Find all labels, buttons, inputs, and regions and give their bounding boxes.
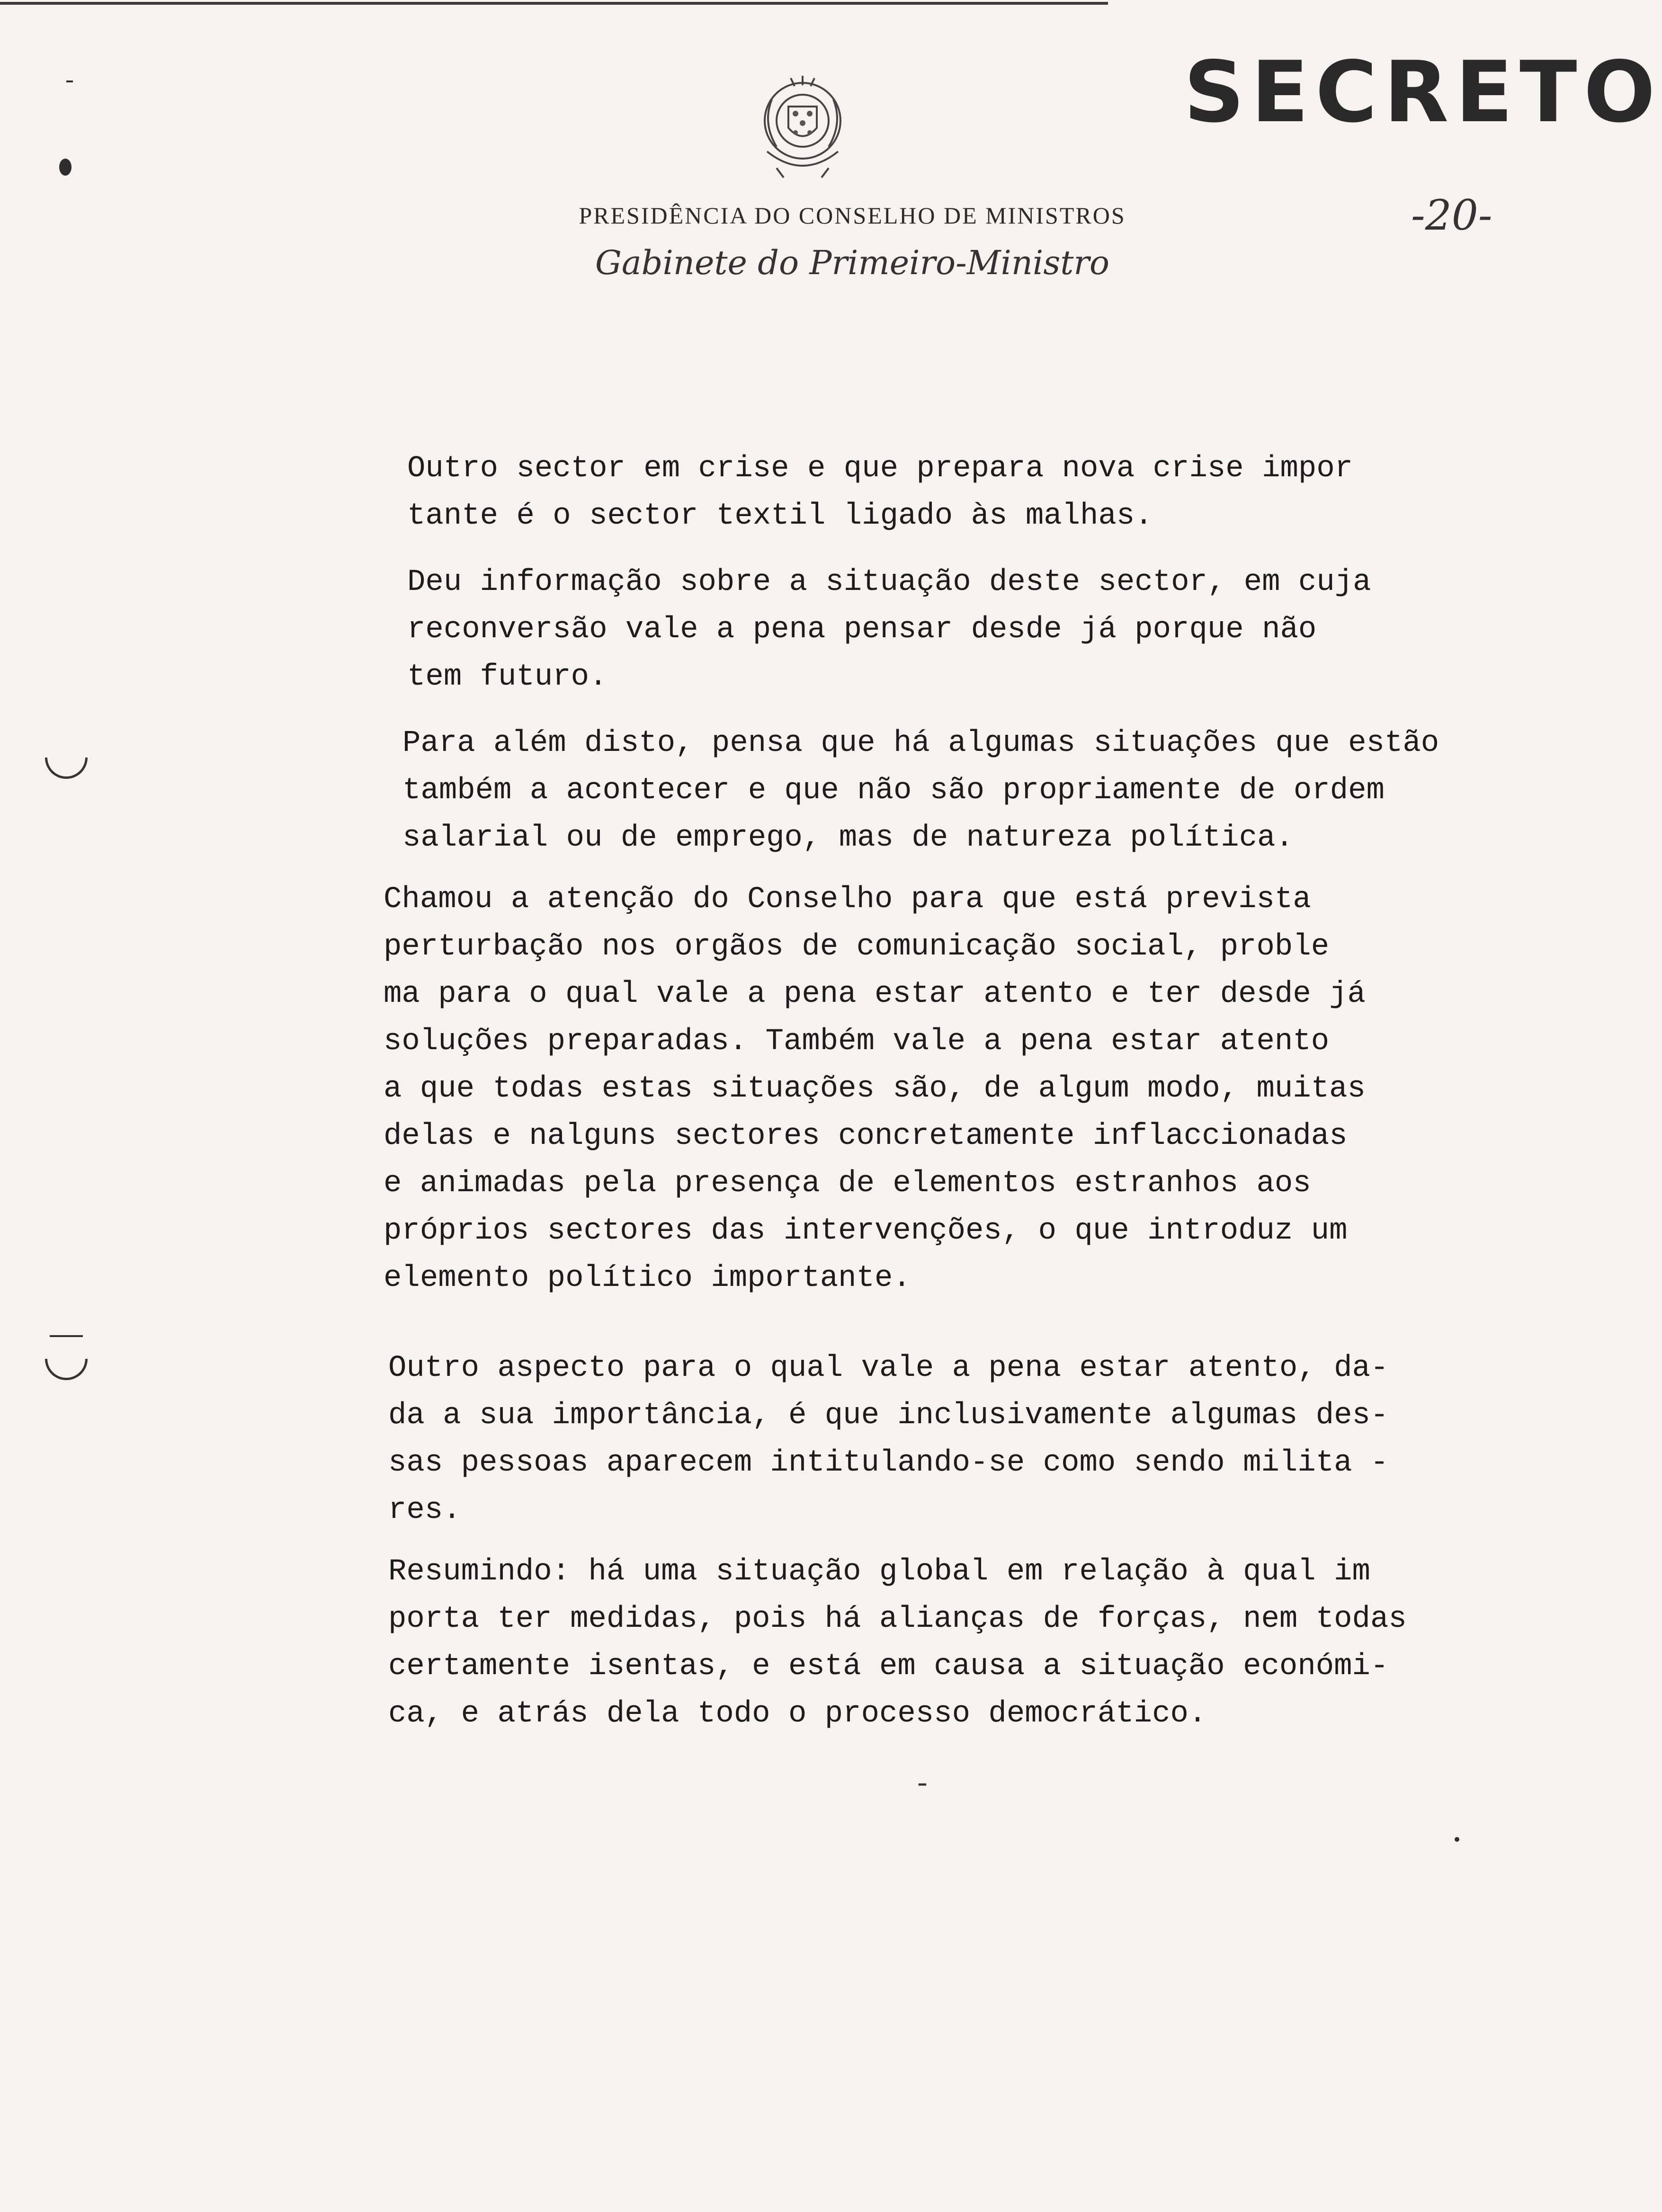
header-subtitle: Gabinete do Primeiro-Ministro — [595, 243, 1109, 282]
text-line: também a acontecer e que não são propriamente de ordem — [402, 774, 1385, 808]
paragraph-2 — [407, 559, 1371, 701]
text-line: a que todas estas situações são, de algum modo, muitas — [384, 1072, 1366, 1106]
text-line: Para além disto, pensa que há algumas situações que estão — [402, 726, 1439, 760]
paragraph-3 — [402, 720, 1439, 862]
text-line: Deu informação sobre a situação deste sector, em cuja — [407, 565, 1371, 599]
end-mark: - — [914, 1769, 931, 1801]
text-line: tante é o sector textil ligado às malhas. — [407, 499, 1153, 533]
text-line: ma para o qual vale a pena estar atento e ter desde já — [384, 977, 1366, 1011]
text-line: Resumindo: há uma situação global em relação à qual im — [388, 1555, 1370, 1589]
text-line: próprios sectores das intervenções, o que introduz um — [384, 1214, 1348, 1248]
paragraph-6 — [388, 1548, 1407, 1738]
text-line: reconversão vale a pena pensar desde já porque não — [407, 613, 1317, 647]
margin-dash-mark — [50, 1335, 83, 1337]
margin-dash-mark — [66, 80, 73, 82]
classification-stamp: SECRETO — [1184, 43, 1662, 141]
coat-of-arms-icon — [739, 66, 867, 189]
paragraph-4 — [384, 876, 1366, 1302]
top-rule — [0, 2, 1108, 5]
text-line: ca, e atrás dela todo o processo democrático. — [388, 1697, 1207, 1731]
text-line: res. — [388, 1493, 461, 1527]
margin-binding-mark — [45, 758, 88, 779]
text-line: salarial ou de emprego, mas de natureza política. — [402, 821, 1294, 855]
text-line: e animadas pela presença de elementos estranhos aos — [384, 1167, 1311, 1201]
text-line: perturbação nos orgãos de comunicação social, proble — [384, 930, 1330, 964]
margin-binding-mark — [45, 1359, 88, 1380]
page-number: -20- — [1411, 191, 1492, 240]
text-line: Outro sector em crise e que prepara nova crise impor — [407, 452, 1353, 486]
text-line: Outro aspecto para o qual vale a pena estar atento, da- — [388, 1351, 1389, 1385]
text-line: da a sua importância, é que inclusivamente algumas des- — [388, 1399, 1389, 1433]
text-line: sas pessoas aparecem intitulando-se como sendo milita - — [388, 1446, 1389, 1480]
text-line: tem futuro. — [407, 660, 608, 694]
text-line: certamente isentas, e está em causa a situação económi- — [388, 1650, 1389, 1684]
text-line: elemento político importante. — [384, 1261, 911, 1295]
punch-hole-mark — [59, 159, 71, 176]
header-title: PRESIDÊNCIA DO CONSELHO DE MINISTROS — [579, 202, 1126, 229]
paragraph-5 — [388, 1345, 1388, 1534]
text-line: Chamou a atenção do Conselho para que está prevista — [384, 883, 1311, 917]
speck-mark — [1455, 1837, 1459, 1842]
paragraph-1 — [407, 445, 1353, 540]
text-line: porta ter medidas, pois há alianças de forças, nem todas — [388, 1602, 1407, 1636]
text-line: soluções preparadas. Também vale a pena estar atento — [384, 1025, 1330, 1059]
text-line: delas e nalguns sectores concretamente inflaccionadas — [384, 1119, 1348, 1153]
